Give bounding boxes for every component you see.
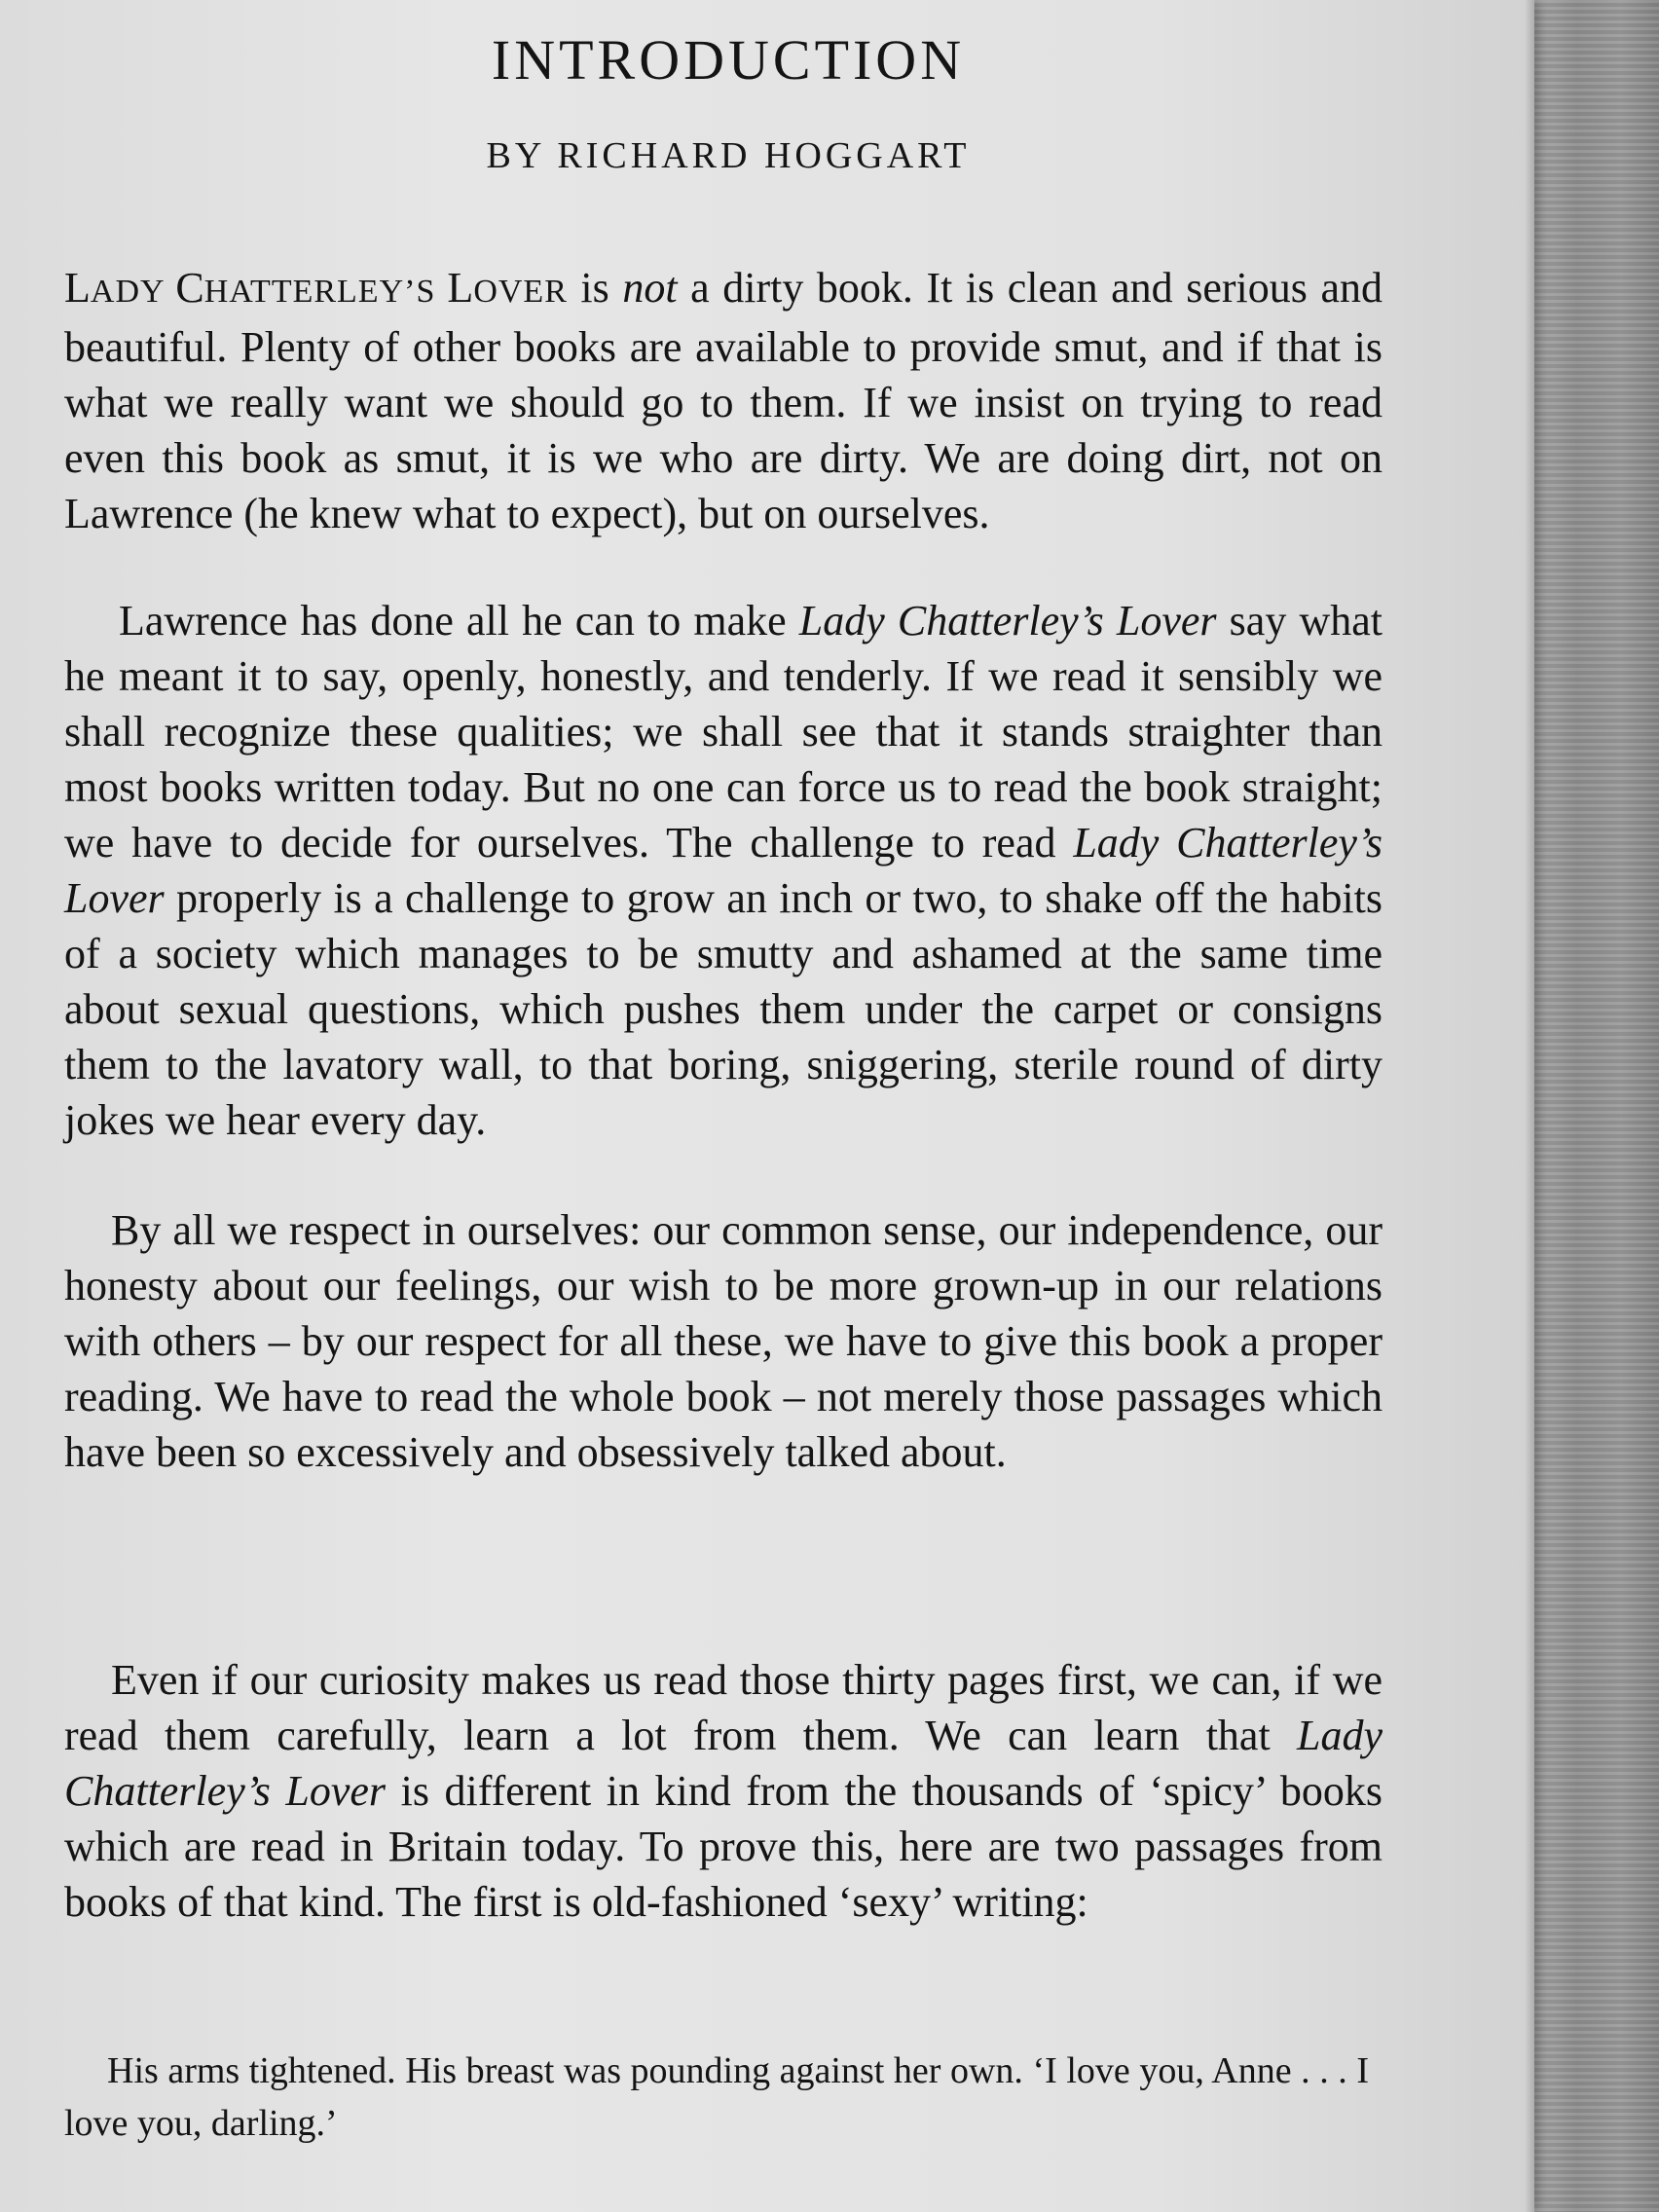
title-initial: C — [175, 264, 204, 312]
book-title-italic: Lady Chatterley’s Lover — [64, 1712, 1382, 1815]
paragraph-text: Lawrence has done all he can to make — [119, 597, 799, 645]
paragraph-2 — [64, 593, 1382, 1148]
paragraph-text: By all we respect in ourselves: our common sense, our independence, our honesty about our feelings, our wish to be more grown-up in our relations with others – by our respect for all these, we have to give this book a proper reading. We have to read the whole book – not merely those passages which have been so excessively and obsessively talked about. — [64, 1206, 1382, 1476]
emphasis-text: not — [622, 264, 678, 312]
title-small-caps: OVER — [473, 274, 568, 310]
book-title-italic: Lady Chatterley’s Lover — [798, 597, 1217, 645]
paragraph-text: say what he meant it to say, openly, honestly, and tenderly. If we read it sensibly we shall recognize these qualities; we shall see that it stands straighter than most books written today. But no one can force us to read the book straight; we have to decide for ourselves. The challenge to read — [64, 597, 1382, 866]
paragraph-3 — [64, 1202, 1382, 1480]
paragraph-text: is different in kind from the thousands of ‘spicy’ books which are read in Britain today. To prove this, here are two passages from books of that kind. The first is old-fashioned ‘sexy’ writing: — [64, 1767, 1382, 1926]
paragraph-text: a dirty book. It is clean and serious and beautiful. Plenty of other books are available to provide smut, and if that is what we really want we should go to them. If we insist on trying to read even this book as smut, it is we who are dirty. We are doing dirt, not on Lawrence (he knew what to expect), but on ourselves. — [64, 264, 1382, 537]
title-initial: L — [447, 264, 474, 312]
adjacent-page-edge — [1532, 0, 1659, 2212]
paragraph-text: properly is a challenge to grow an inch or two, to shake off the habits of a society which manages to be smutty and ashamed at the same time about sexual questions, which pushes them under the carpet or consigns them to the lavatory wall, to that boring, sniggering, sterile round of dirty jokes we hear every day. — [64, 874, 1382, 1144]
block-quote — [64, 2045, 1369, 2150]
quote-text: His arms tightened. His breast was pounding against her own. ‘I love you, Anne . . . I love you, darling.’ — [64, 2050, 1369, 2144]
title-small-caps: HATTERLEY’S — [203, 274, 448, 310]
paragraph-1 — [64, 260, 1382, 541]
chapter-title: INTRODUCTION — [491, 28, 966, 92]
author-byline: BY RICHARD HOGGART — [486, 135, 971, 176]
book-title-italic: Lady Chatterley’s Lover — [64, 819, 1382, 922]
paragraph-text: is — [567, 264, 623, 312]
title-initial: L — [64, 264, 91, 312]
paragraph-4 — [64, 1652, 1382, 1930]
title-small-caps: ADY — [90, 274, 176, 310]
paragraph-text: Even if our curiosity makes us read those thirty pages first, we can, if we read them carefully, learn a lot from them. We can learn that — [64, 1656, 1382, 1759]
